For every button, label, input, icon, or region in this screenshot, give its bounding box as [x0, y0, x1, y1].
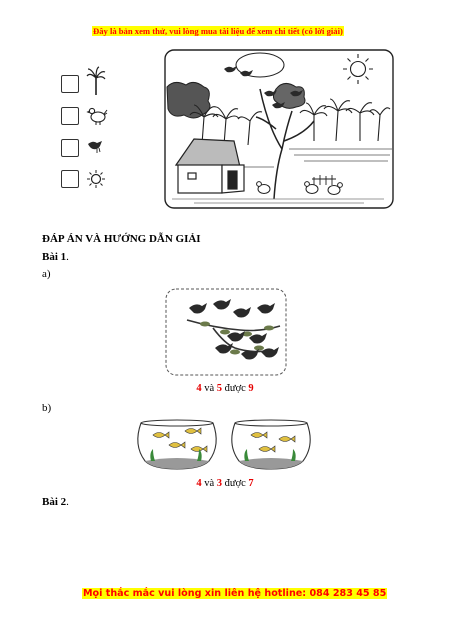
part-a-and: và [201, 383, 217, 394]
part-b-label: b) [42, 402, 52, 414]
exercise-2-title: Bài 2 [42, 496, 67, 508]
preview-banner: Đây là bản xem thử, vui lòng mua tài liệu để xem chi tiết (có lời giải) [93, 26, 343, 36]
fish-bowls-image [131, 415, 321, 471]
part-b-number-2: 3 [216, 478, 222, 489]
part-b-total: 7 [248, 478, 254, 489]
part-b-equation [0, 478, 450, 489]
exercise-1-title: Bài 1 [42, 251, 67, 263]
sun-count-box[interactable] [61, 170, 79, 188]
part-b-result-word: được [222, 478, 249, 489]
part-a-label: a) [42, 268, 51, 280]
chicken-icon [86, 106, 108, 126]
part-a-result-word: được [222, 383, 249, 394]
part-a-number-2: 5 [216, 383, 222, 394]
palm-tree-icon [86, 66, 106, 96]
exercise-2-label [42, 496, 69, 508]
part-b-and: và [201, 478, 217, 489]
exercise-2-dot: . [66, 496, 69, 508]
bird-count-box[interactable] [61, 139, 79, 157]
part-a-total: 9 [248, 383, 254, 394]
birds-on-branch-image [165, 288, 287, 376]
farm-scene-illustration [164, 49, 394, 209]
chicken-count-box[interactable] [61, 107, 79, 125]
exercise-1-dot: . [66, 251, 69, 263]
part-b-number-1: 4 [196, 478, 202, 489]
sun-icon [85, 169, 107, 189]
part-a-number-1: 4 [196, 383, 202, 394]
part-a-equation [0, 383, 450, 394]
bird-icon [86, 138, 106, 154]
palm-count-box[interactable] [61, 75, 79, 93]
answers-heading: ĐÁP ÁN VÀ HƯỚNG DẪN GIẢI [42, 233, 201, 245]
hotline-banner: Mọi thắc mắc vui lòng xin liên hệ hotline: 084 283 45 85 [83, 588, 387, 599]
exercise-1-label [42, 251, 69, 263]
